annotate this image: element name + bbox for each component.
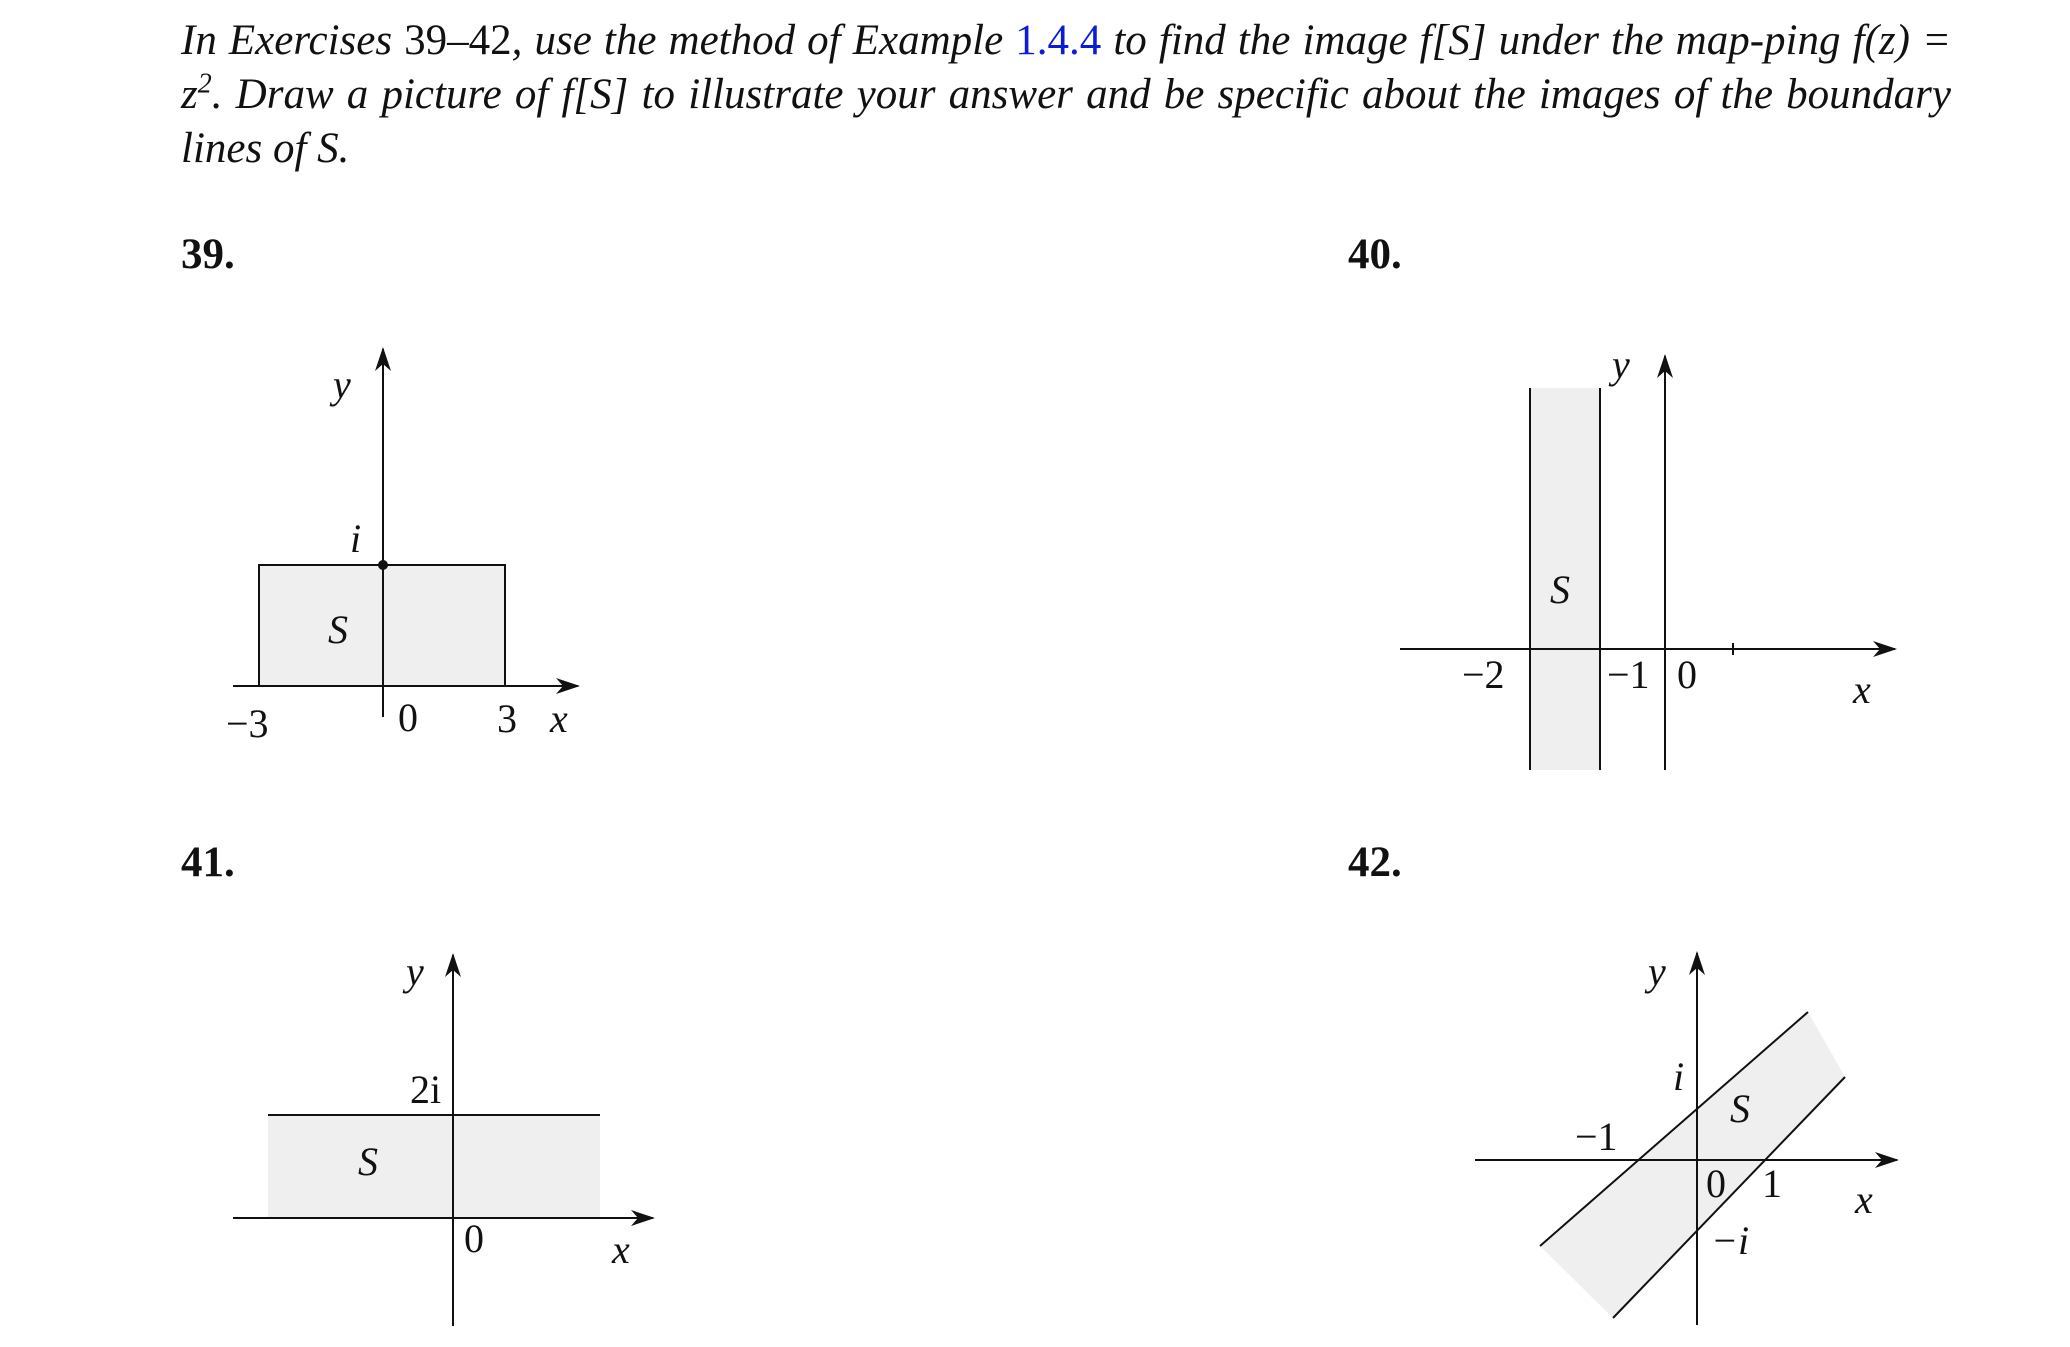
intro-text: to illustrate your answer and be specific about the images of the boundary lines of <box>181 71 1951 172</box>
label-1: 1 <box>1762 1161 1782 1206</box>
figure-41 <box>233 949 653 1326</box>
point-i <box>378 560 388 570</box>
exercise-number-42: 42. <box>1348 839 1402 886</box>
label-origin: 0 <box>1706 1161 1726 1206</box>
figure-39 <box>226 349 578 746</box>
x-axis-label: x <box>612 1227 630 1272</box>
label-i: i <box>1673 1054 1685 1099</box>
y-axis-label: y <box>1648 949 1666 994</box>
figure-42 <box>1475 949 1897 1325</box>
exercise-number-40: 40. <box>1348 231 1402 278</box>
y-axis-label: y <box>333 362 351 407</box>
region-s <box>1540 1012 1845 1318</box>
label-minus-1: −1 <box>1575 1114 1618 1159</box>
label-minus-3: −3 <box>226 701 269 746</box>
exercise-number-41: 41. <box>181 839 235 886</box>
intro-text: In Exercises <box>181 17 405 64</box>
intro-text: to find the image <box>1101 17 1420 64</box>
exercise-range: 39–42 <box>404 17 512 64</box>
label-origin: 0 <box>398 695 418 740</box>
label-i: i <box>350 516 362 561</box>
intro-text: , use the method of Example <box>511 17 1016 64</box>
region-label: S <box>328 607 348 652</box>
math-expression: f[S] <box>561 71 629 118</box>
label-minus-i: −i <box>1711 1218 1750 1263</box>
label-2i: 2i <box>410 1067 442 1112</box>
x-axis-label: x <box>550 696 568 741</box>
example-link[interactable]: 1.4.4 <box>1015 17 1102 64</box>
y-axis-label: y <box>406 949 424 994</box>
math-expression: f(z) = z <box>181 17 1951 118</box>
label-origin: 0 <box>1677 652 1697 697</box>
exercise-number-39: 39. <box>181 231 235 278</box>
y-axis-label: y <box>1612 342 1630 387</box>
label-minus-1: −1 <box>1607 652 1650 697</box>
region-label: S <box>1730 1086 1750 1131</box>
label-minus-2: −2 <box>1462 652 1505 697</box>
label-3: 3 <box>497 696 517 741</box>
math-expression: f[S] <box>1419 17 1487 64</box>
math-exponent: 2 <box>197 68 212 100</box>
math-expression: S <box>317 125 339 172</box>
figure-40 <box>1400 342 1895 770</box>
intro-text: . Draw a picture of <box>211 71 562 118</box>
x-axis-label: x <box>1855 1177 1873 1222</box>
intro-text: under the map-ping <box>1486 17 1853 64</box>
region-s <box>268 1115 600 1218</box>
region-label: S <box>1550 567 1570 612</box>
region-label: S <box>358 1139 378 1184</box>
x-axis-label: x <box>1853 667 1871 712</box>
intro-text: . <box>338 125 350 172</box>
label-origin: 0 <box>464 1216 484 1261</box>
